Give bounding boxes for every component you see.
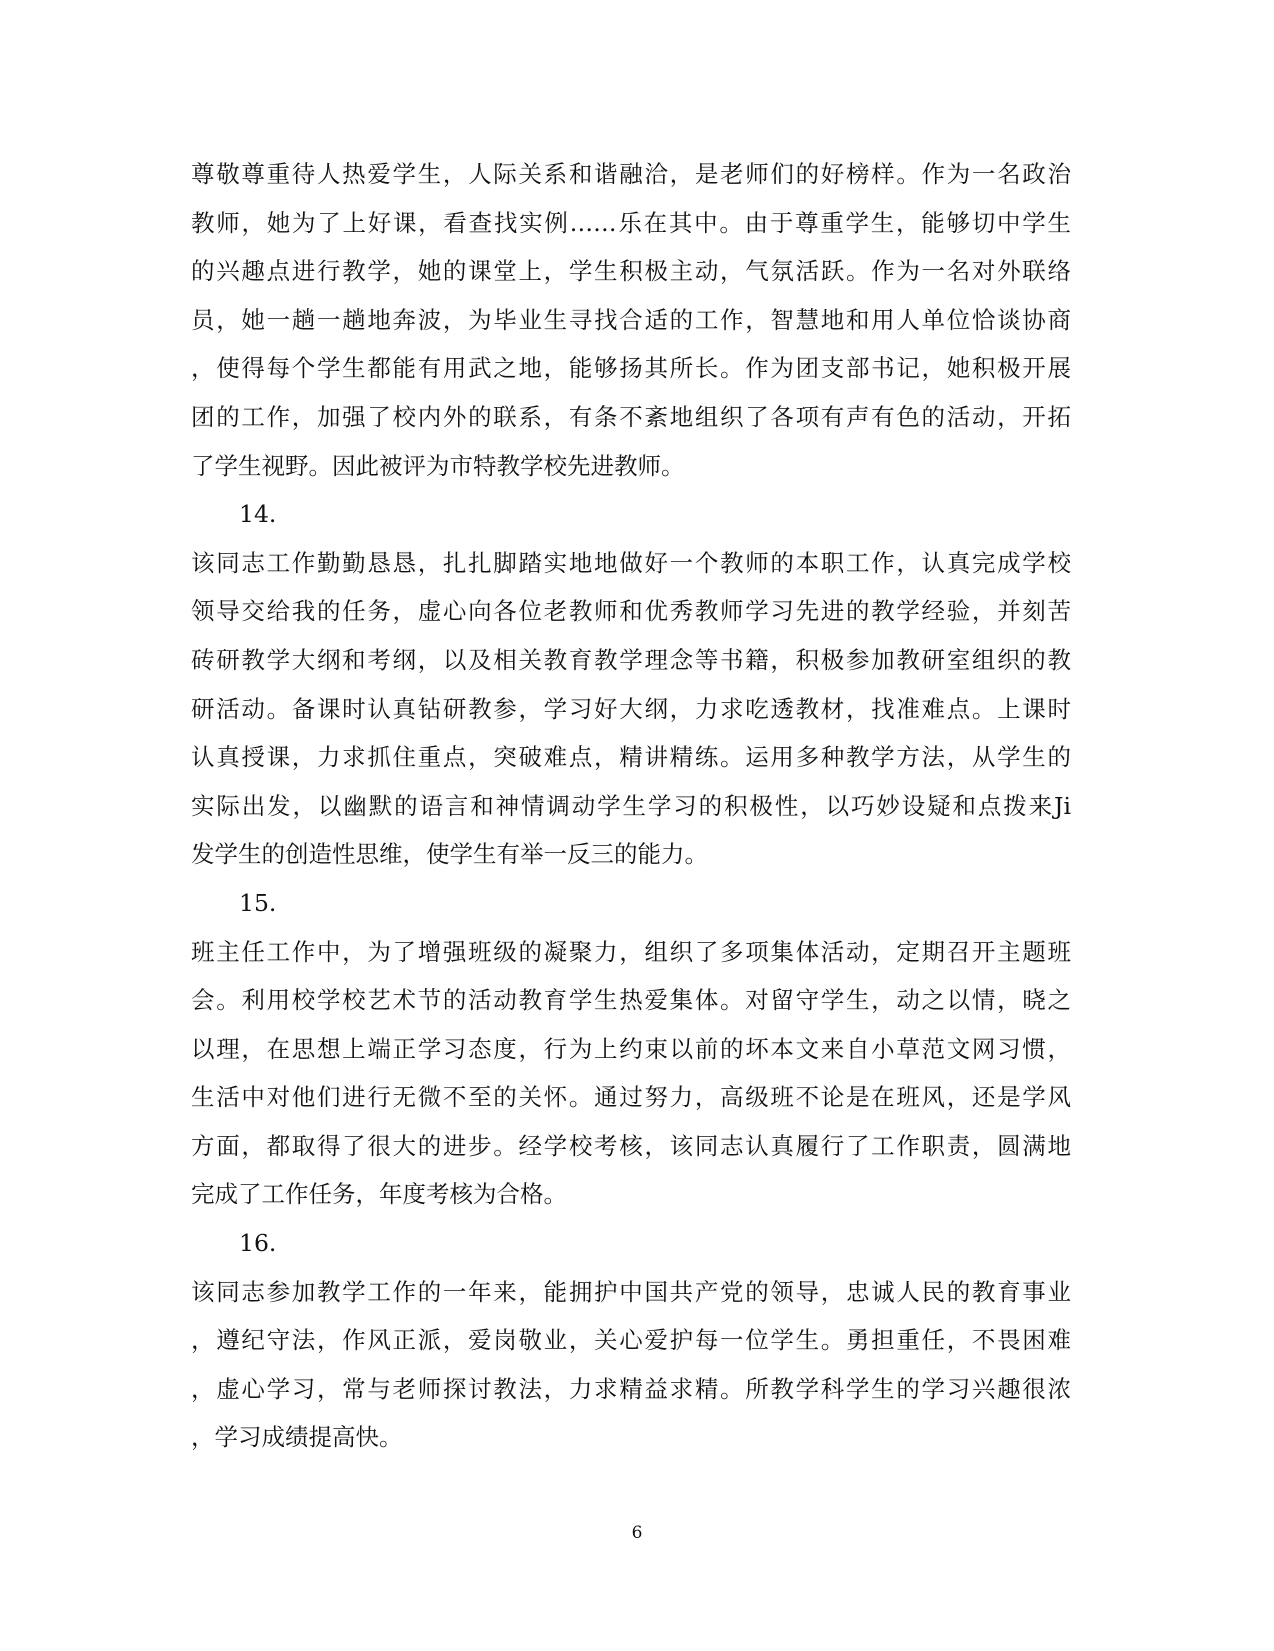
text-line: 认真授课，力求抓住重点，突破难点，精讲精练。运用多种教学方法，从学生的 <box>191 743 1071 772</box>
text-line: 完成了工作任务，年度考核为合格。 <box>191 1180 567 1209</box>
item-number: 16. <box>239 1229 277 1258</box>
text-line: 尊敬尊重待人热爱学生，人际关系和谐融洽，是老师们的好榜样。作为一名政治 <box>191 160 1071 188</box>
text-line: 砖研教学大纲和考纲，以及相关教育教学理念等书籍，积极参加教研室组织的教 <box>191 645 1071 674</box>
text-line: 了学生视野。因此被评为市特教学校先进教师。 <box>191 451 685 480</box>
text-line: 生活中对他们进行无微不至的关怀。通过努力，高级班不论是在班风，还是学风 <box>191 1083 1071 1112</box>
paragraph <box>191 879 1071 1219</box>
text-line: 会。利用校学校艺术节的活动教育学生热爱集体。对留守学生，动之以情，晓之 <box>191 986 1071 1015</box>
text-line: 的兴趣点进行教学，她的课堂上，学生积极主动，气氛活跃。作为一名对外联络 <box>191 257 1071 286</box>
text-line: 该同志工作勤勤恳恳，扎扎脚踏实地地做好一个教师的本职工作，认真完成学校 <box>191 548 1071 577</box>
item-number: 15. <box>239 888 277 917</box>
page-number: 6 <box>631 1523 643 1543</box>
paragraph <box>191 490 1071 879</box>
document-body <box>191 150 1071 1462</box>
text-line: 团的工作，加强了校内外的联系，有条不紊地组织了各项有声有色的活动，开拓 <box>191 402 1071 431</box>
text-line: ，学习成绩提高快。 <box>191 1423 403 1452</box>
paragraph <box>191 1219 1071 1462</box>
paragraph <box>191 150 1071 490</box>
text-line: 实际出发，以幽默的语言和神情调动学生学习的积极性，以巧妙设疑和点拨来Ji <box>191 791 1071 820</box>
text-line: ，使得每个学生都能有用武之地，能够扬其所长。作为团支部书记，她积极开展 <box>191 354 1071 383</box>
text-line: 方面，都取得了很大的进步。经学校考核，该同志认真履行了工作职责，圆满地 <box>191 1131 1071 1160</box>
text-line: 班主任工作中，为了增强班级的凝聚力，组织了多项集体活动，定期召开主题班 <box>191 937 1071 966</box>
text-line: ，遵纪守法，作风正派，爱岗敬业，关心爱护每一位学生。勇担重任，不畏困难 <box>191 1326 1071 1355</box>
text-line: 教师，她为了上好课，看查找实例……乐在其中。由于尊重学生，能够切中学生 <box>191 208 1071 237</box>
text-line: ，虚心学习，常与老师探讨教法，力求精益求精。所教学科学生的学习兴趣很浓 <box>191 1374 1071 1403</box>
text-line: 员，她一趟一趟地奔波，为毕业生寻找合适的工作，智慧地和用人单位恰谈协商 <box>191 305 1071 334</box>
text-line: 发学生的创造性思维，使学生有举一反三的能力。 <box>191 840 708 869</box>
text-line: 领导交给我的任务，虚心向各位老教师和优秀教师学习先进的教学经验，并刻苦 <box>191 597 1071 626</box>
item-number: 14. <box>239 500 277 529</box>
text-line: 以理，在思想上端正学习态度，行为上约束以前的坏本文来自小草范文网习惯， <box>191 1034 1071 1063</box>
text-line: 研活动。备课时认真钻研教参，学习好大纲，力求吃透教材，找准难点。上课时 <box>191 694 1071 723</box>
text-line: 该同志参加教学工作的一年来，能拥护中国共产党的领导，忠诚人民的教育事业 <box>191 1277 1071 1306</box>
